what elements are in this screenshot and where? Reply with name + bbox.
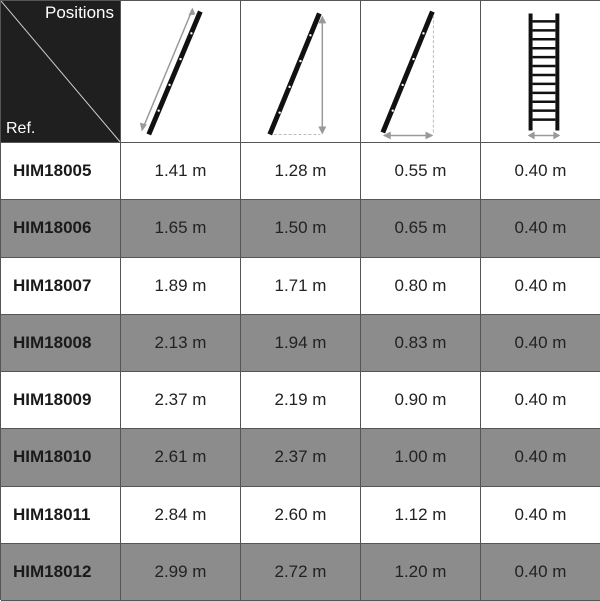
width-cell: 0.40 m — [481, 258, 600, 315]
width-cell: 0.40 m — [481, 200, 600, 257]
ladder-full-length-icon — [121, 1, 241, 143]
height-cell: 2.19 m — [241, 372, 361, 429]
width-cell: 0.40 m — [481, 544, 600, 601]
ref-cell: HIM18009 — [1, 372, 121, 429]
ref-cell: HIM18005 — [1, 143, 121, 200]
width-cell: 0.40 m — [481, 372, 600, 429]
ladder-base-offset-icon — [361, 1, 481, 143]
height-cell: 2.72 m — [241, 544, 361, 601]
base-cell: 0.65 m — [361, 200, 481, 257]
ladder-vertical-height-icon — [241, 1, 361, 143]
header-corner — [1, 1, 121, 143]
ref-cell: HIM18011 — [1, 487, 121, 544]
base-cell: 1.20 m — [361, 544, 481, 601]
height-cell: 1.71 m — [241, 258, 361, 315]
width-cell: 0.40 m — [481, 315, 600, 372]
base-cell: 0.80 m — [361, 258, 481, 315]
length-cell: 2.37 m — [121, 372, 241, 429]
height-cell: 2.37 m — [241, 429, 361, 486]
base-cell: 1.12 m — [361, 487, 481, 544]
ladder-width-icon — [481, 1, 600, 143]
height-cell: 2.60 m — [241, 487, 361, 544]
height-cell: 1.94 m — [241, 315, 361, 372]
positions-label: Positions — [45, 3, 114, 22]
length-cell: 2.84 m — [121, 487, 241, 544]
length-cell: 2.13 m — [121, 315, 241, 372]
ref-cell: HIM18012 — [1, 544, 121, 601]
base-cell: 0.90 m — [361, 372, 481, 429]
ref-cell: HIM18006 — [1, 200, 121, 257]
base-cell: 0.55 m — [361, 143, 481, 200]
length-cell: 1.41 m — [121, 143, 241, 200]
width-cell: 0.40 m — [481, 429, 600, 486]
base-cell: 1.00 m — [361, 429, 481, 486]
height-cell: 1.50 m — [241, 200, 361, 257]
width-cell: 0.40 m — [481, 487, 600, 544]
ref-cell: HIM18007 — [1, 258, 121, 315]
length-cell: 1.89 m — [121, 258, 241, 315]
ref-cell: HIM18008 — [1, 315, 121, 372]
base-cell: 0.83 m — [361, 315, 481, 372]
width-cell: 0.40 m — [481, 143, 600, 200]
length-cell: 2.99 m — [121, 544, 241, 601]
length-cell: 2.61 m — [121, 429, 241, 486]
ref-label: Ref. — [6, 120, 36, 137]
height-cell: 1.28 m — [241, 143, 361, 200]
length-cell: 1.65 m — [121, 200, 241, 257]
ref-cell: HIM18010 — [1, 429, 121, 486]
